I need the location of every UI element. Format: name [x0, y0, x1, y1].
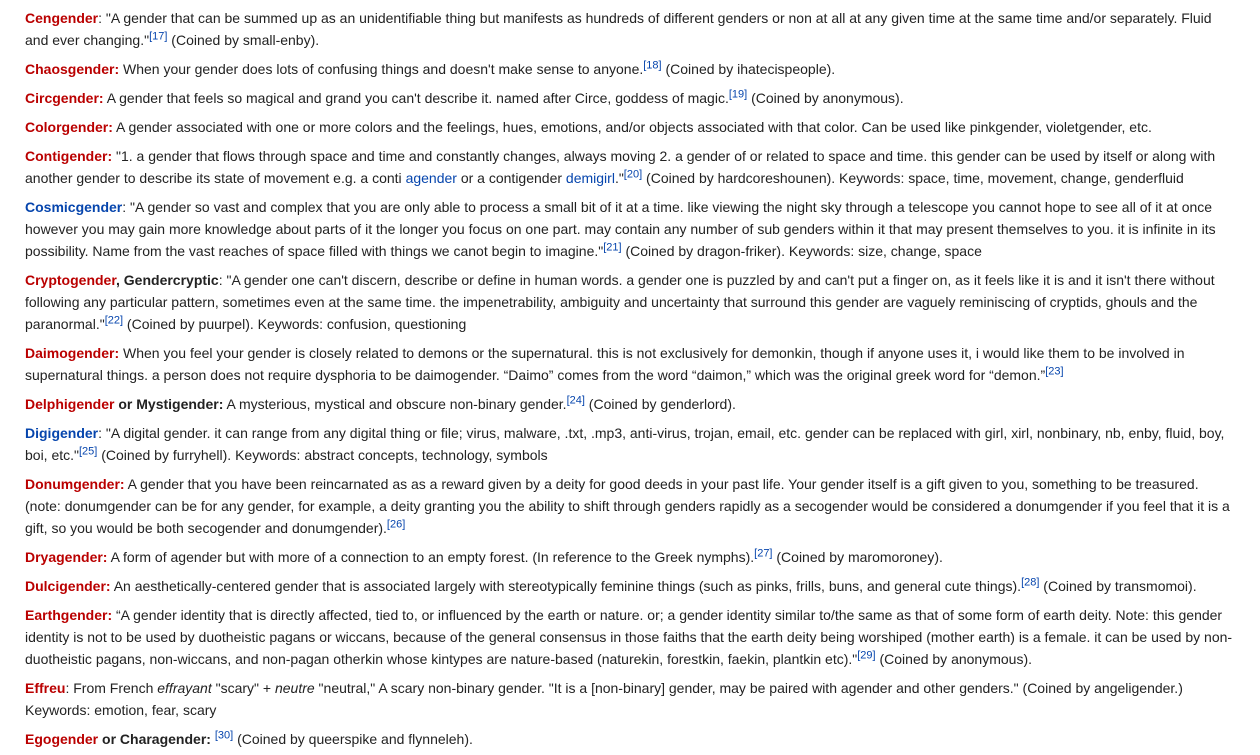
definition-text: (Coined by small-enby). — [167, 32, 320, 48]
definition-text: (Coined by transmomoi). — [1039, 578, 1197, 594]
definition-text: (Coined by puurpel). Keywords: confusion, questioning — [123, 316, 467, 332]
term-cryptogender[interactable]: Cryptogender — [25, 272, 117, 288]
term-chaosgender[interactable]: Chaosgender: — [25, 61, 120, 77]
citation-link[interactable]: [29] — [857, 649, 876, 662]
entry-contigender — [25, 145, 1236, 189]
term-earthgender[interactable]: Earthgender: — [25, 607, 113, 623]
term-dulcigender[interactable]: Dulcigender: — [25, 578, 111, 594]
citation-link[interactable]: [25] — [79, 445, 98, 458]
term-alias: or Charagender: — [98, 731, 211, 747]
term-egogender[interactable]: Egogender — [25, 731, 99, 747]
definition-text: A mysterious, mystical and obscure non-binary gender. — [223, 396, 567, 412]
term-donumgender[interactable]: Donumgender: — [25, 476, 125, 492]
entry-earthgender — [25, 604, 1236, 670]
entry-colorgender — [25, 116, 1236, 138]
term-cosmicgender[interactable]: Cosmicgender — [25, 199, 123, 215]
term-alias: , Gendercryptic — [116, 272, 219, 288]
definition-text: : From French — [65, 680, 158, 696]
term-circgender[interactable]: Circgender: — [25, 90, 104, 106]
entry-effreu — [25, 677, 1236, 721]
citation-link[interactable]: [17] — [149, 30, 168, 43]
citation-link[interactable]: [21] — [603, 241, 622, 254]
entry-donumgender — [25, 473, 1236, 539]
definition-text: A gender that feels so magical and grand you can't describe it. named after Circe, goddess of magic. — [103, 90, 729, 106]
entry-circgender — [25, 87, 1236, 109]
definition-text: : "A gender so vast and complex that you are only able to process a small bit of it at a time. like viewing the night sky through a telescope you cannot hope to see all of it at once however you may gain more knowledge about parts of it the longer you focus on one part. may contain any number of sub genders within it that may present themselves to you. it is infinite in its possibility. Name from the vast reaches of space filled with things we canot begin to imagine." — [25, 199, 1216, 259]
definition-text: (Coined by genderlord). — [584, 396, 736, 412]
entry-dulcigender — [25, 575, 1236, 597]
definition-text: An aesthetically-centered gender that is associated largely with stereotypically feminine things (such as pinks, frills, buns, and general cute things). — [110, 578, 1022, 594]
italic-word: effrayant — [157, 680, 212, 696]
definition-text: (Coined by anonymous). — [747, 90, 904, 106]
definition-text: "1. a gender that flows through space and time and constantly changes, always moving 2. a gender of or related to space and time. this gender can be used by itself or along with another gender to describe its state of movement e.g. a conti — [25, 148, 1216, 186]
term-delphigender[interactable]: Delphigender — [25, 396, 115, 412]
term-effreu[interactable]: Effreu — [25, 680, 66, 696]
definition-text: "neutral," A scary non-binary gender. "It is a [non-binary] gender, may be paired with agender and other genders." (Coined by angeligender.) Keywords: emotion, fear, scary — [25, 680, 1183, 718]
entry-digigender — [25, 422, 1236, 466]
term-cengender[interactable]: Cengender — [25, 10, 99, 26]
definition-text: “A gender identity that is directly affected, tied to, or influenced by the earth or nature. or; a gender identity similar to/the same as that of some form of earth deity. Note: this gender identity is not to be used by duotheistic pagans or wiccans, because of the general consensus in those faiths that the earth deity being worshiped (mother earth) is a female. it can be used by non-duotheistic pagans, non-wiccans, and non-pagan otherkin whose kintypes are nature-based (naturekin, forestkin, faekin, plantkin etc)." — [25, 607, 1233, 667]
entry-delphigender — [25, 393, 1236, 415]
definition-text: (Coined by furryhell). Keywords: abstract concepts, technology, symbols — [97, 447, 548, 463]
inline-link[interactable]: demigirl — [565, 170, 615, 186]
definition-text: When you feel your gender is closely related to demons or the supernatural. this is not exclusively for demonkin, though if anyone uses it, i would like them to be involved in supernatural things. a person does not require dysphoria to be daimogender. “Daimo” comes from the word “daimon,” which was the original greek word for “demon.” — [25, 345, 1185, 383]
definition-text: A form of agender but with more of a connection to an empty forest. (In reference to the Greek nymphs). — [107, 549, 755, 565]
definition-text: : "A gender one can't discern, describe or define in human words. a gender one is puzzled by and can't put a finger on, as it feels like it is and it isn't there without following any particular pattern, sometimes even at the same time. the impenetrability, ambiguity and uncertainty that surround this gender are vaguely reminiscing of cryptids, ghouls and the paranormal." — [25, 272, 1215, 332]
term-daimogender[interactable]: Daimogender: — [25, 345, 120, 361]
citation-link[interactable]: [20] — [623, 168, 643, 181]
entry-cryptogender — [25, 269, 1236, 335]
entry-chaosgender — [25, 58, 1236, 80]
definition-text: : "A digital gender. it can range from any digital thing or file; virus, malware, .txt, .mp3, anti-virus, trojan, email, etc. gender can be replaced with girl, xirl, nonbinary, nb, enby, fluid, boy, boi, etc." — [25, 425, 1225, 463]
definition-text: "scary" + — [211, 680, 275, 696]
italic-word: neutre — [274, 680, 315, 696]
citation-link[interactable]: [30] — [214, 729, 234, 742]
entry-egogender — [25, 728, 1236, 750]
entry-cengender — [25, 7, 1236, 51]
term-alias: or Mystigender: — [114, 396, 224, 412]
entry-daimogender — [25, 342, 1236, 386]
term-dryagender[interactable]: Dryagender: — [25, 549, 108, 565]
definition-text: : "A gender that can be summed up as an unidentifiable thing but manifests as hundreds of different genders or non at all at any given time at the same time and/or separately. Fluid and ever changing." — [25, 10, 1212, 48]
entry-cosmicgender — [25, 196, 1236, 262]
definition-text: A gender that you have been reincarnated as as a reward given by a deity for good deeds in your past life. Your gender itself is a gift given to you, something to be treasured. (note: donumgender can be for any gender, for example, a deity granting you the ability to shift through genders rapidly as a secogender would be considered a donumgender if you feel that it is a gift, so you would be both secogender and donumgender). — [25, 476, 1230, 536]
definition-text: (Coined by maromoroney). — [772, 549, 943, 565]
citation-link[interactable]: [24] — [566, 394, 585, 407]
citation-link[interactable]: [23] — [1045, 365, 1064, 378]
citation-link[interactable]: [18] — [643, 59, 662, 72]
definition-text: (Coined by hardcoreshounen). Keywords: space, time, movement, change, genderfluid — [642, 170, 1184, 186]
definition-text: ." — [614, 170, 624, 186]
entry-dryagender — [25, 546, 1236, 568]
citation-link[interactable]: [22] — [104, 314, 124, 327]
definition-text: or a contigender — [456, 170, 566, 186]
definition-text: (Coined by dragon-friker). Keywords: size, change, space — [621, 243, 982, 259]
definition-text: (Coined by queerspike and flynneleh). — [233, 731, 473, 747]
term-contigender[interactable]: Contigender: — [25, 148, 113, 164]
citation-link[interactable]: [19] — [728, 88, 748, 101]
definition-text: A gender associated with one or more colors and the feelings, hues, emotions, and/or objects associated with that color. Can be used like pinkgender, violetgender, etc. — [112, 119, 1152, 135]
citation-link[interactable]: [28] — [1021, 576, 1040, 589]
citation-link[interactable]: [26] — [386, 518, 406, 531]
term-digigender[interactable]: Digigender — [25, 425, 99, 441]
term-colorgender[interactable]: Colorgender: — [25, 119, 113, 135]
definition-text: When your gender does lots of confusing things and doesn't make sense to anyone. — [119, 61, 644, 77]
definition-text: (Coined by ihatecispeople). — [661, 61, 836, 77]
inline-link[interactable]: agender — [405, 170, 457, 186]
citation-link[interactable]: [27] — [754, 547, 773, 560]
definition-text: (Coined by anonymous). — [875, 651, 1033, 667]
